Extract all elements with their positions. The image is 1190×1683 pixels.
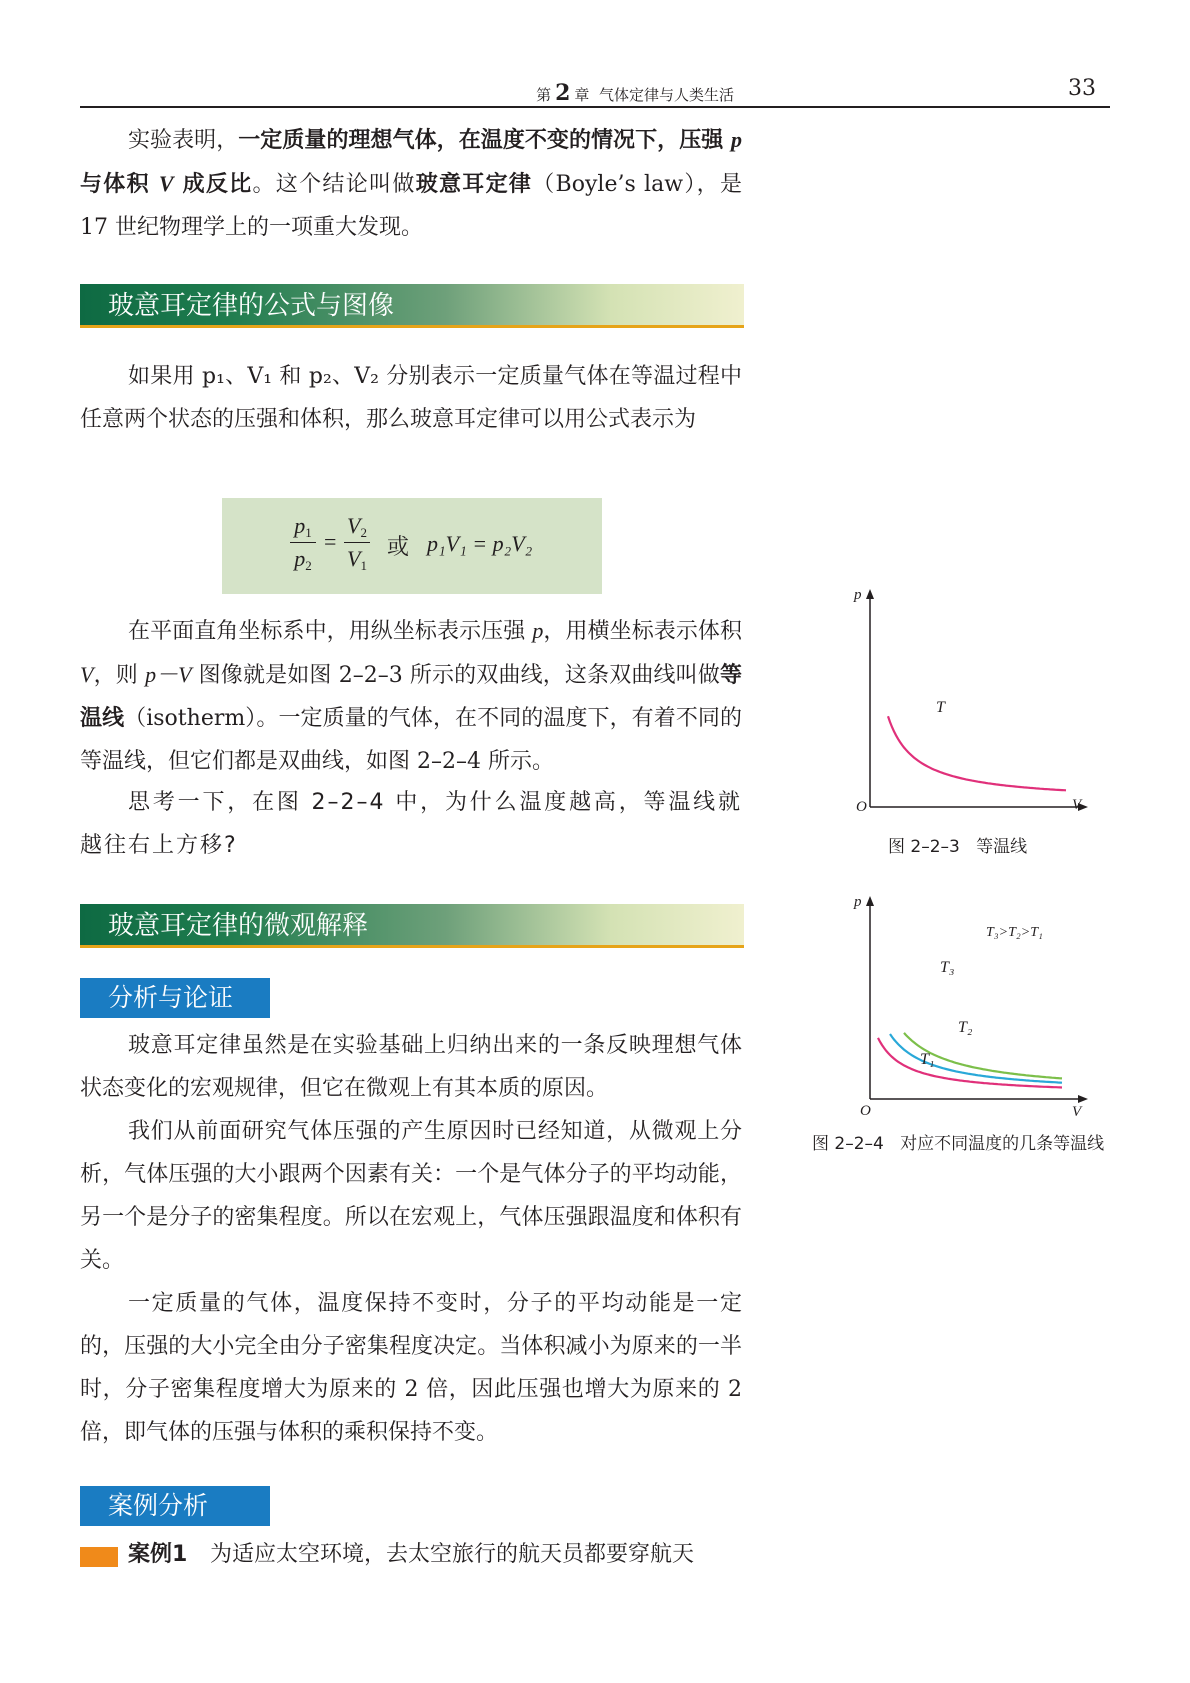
figure2-caption	[812, 1124, 1132, 1164]
curve-label-t3: T₃	[940, 959, 955, 976]
curve-label-t1: T₁	[920, 1051, 935, 1068]
origin-label: O	[856, 799, 867, 815]
analysis-paragraph-1: 玻意耳定律虽然是在实验基础上归纳出来的一条反映理想气体状态变化的宏观规律，但它在微观上有其本质的原因。	[80, 1033, 742, 1101]
intro-bold: 成反比	[173, 172, 253, 197]
intro-bold: 与体积	[80, 172, 159, 197]
case-marker	[80, 1547, 118, 1567]
text: ，用横坐标表示体积	[543, 619, 742, 644]
section-heading-formula: 玻意耳定律的公式与图像	[80, 284, 744, 328]
isotherm-paragraph	[80, 609, 742, 783]
page-header	[80, 70, 1110, 108]
caption-text: 等温线	[976, 837, 1028, 857]
case-label: 案例1	[128, 1542, 188, 1567]
fraction-numerator: V	[347, 513, 361, 538]
fraction-denominator: p	[294, 546, 306, 571]
intro-bold: 一定质量的理想气体，在温度不变的情况下，压强	[238, 128, 731, 153]
figure-isotherm	[840, 585, 1090, 820]
figure1-caption	[888, 832, 1027, 857]
chapter-name: 气体定律与人类生活	[598, 86, 734, 104]
var-v: V	[158, 171, 174, 196]
x-axis-label: V	[1072, 1104, 1082, 1117]
caption-number: 图 2–2–3	[888, 837, 960, 857]
caption-text: 对应不同温度的几条等温线	[900, 1134, 1105, 1154]
var-v: V	[80, 662, 94, 687]
fraction-numerator: p	[294, 513, 306, 538]
curve-label-t2: T₂	[958, 1019, 973, 1036]
analysis-paragraph-3: 一定质量的气体，温度保持不变时，分子的平均动能是一定的，压强的大小完全由分子密集程度决定。当体积减小为原来的一半时，分子密集程度增大为原来的 2 倍，因此压强也增大为原来的 2 倍，即气体的压强与体积的乘积保持不变。	[80, 1291, 742, 1445]
subscript: 1	[360, 558, 367, 573]
term-boyle-law: 玻意耳定律	[415, 172, 533, 197]
y-axis-label: p	[854, 587, 862, 603]
x-axis-label: V	[1072, 797, 1082, 813]
subhead-analysis: 分析与论证	[80, 978, 270, 1018]
page-number: 33	[1068, 76, 1096, 101]
text: ，则	[93, 663, 146, 688]
var-p: p	[532, 618, 544, 643]
formula-or: 或	[387, 535, 410, 560]
formula-box	[222, 498, 602, 594]
temperature-relation: T₃>T₂>T₁	[986, 925, 1043, 940]
chapter-number: 2	[555, 80, 571, 106]
subscript: 2	[360, 525, 367, 540]
fraction-v	[344, 512, 370, 573]
chapter-suffix: 章	[574, 86, 590, 104]
chapter-title	[536, 80, 734, 106]
intro-text: 实验表明，	[128, 128, 239, 153]
equals-sign: =	[324, 529, 337, 554]
var-pv: p－V	[145, 662, 192, 687]
subhead-case: 案例分析	[80, 1486, 270, 1526]
intro-text: 。这个结论叫做	[252, 172, 416, 197]
intro-paragraph	[80, 118, 742, 249]
subscript: 2	[305, 558, 312, 573]
curve-label-t: T	[936, 699, 945, 716]
chapter-prefix: 第	[536, 86, 552, 104]
subscript: 1	[305, 525, 312, 540]
text: （isotherm）。一定质量的气体，在不同的温度下，有着不同的等温线，但它们都是双曲线，如图 2–2–4 所示。	[80, 706, 742, 774]
figure-isotherms-multi	[840, 892, 1090, 1117]
think-question: 思考一下，在图 2–2–4 中，为什么温度越高，等温线就越往右上方移?	[80, 790, 742, 858]
term-isotherm: 等温线	[80, 663, 742, 731]
section-heading-micro: 玻意耳定律的微观解释	[80, 904, 744, 948]
y-axis-label: p	[854, 894, 862, 910]
text: 在平面直角坐标系中，用纵坐标表示压强	[128, 619, 533, 644]
case-text: 为适应太空环境，去太空旅行的航天员都要穿航天	[210, 1542, 695, 1567]
intro-text: （Boyle’s law），是 17 世纪物理学上的一项重大发现。	[80, 172, 742, 240]
analysis-paragraph-2: 我们从前面研究气体压强的产生原因时已经知道，从微观上分析，气体压强的大小跟两个因素有关：一个是气体分子的平均动能，另一个是分子的密集程度。所以在宏观上，气体压强跟温度和体积有关。	[80, 1119, 742, 1273]
formula-intro-paragraph: 如果用 p₁、V₁ 和 p₂、V₂ 分别表示一定质量气体在等温过程中任意两个状态的压强和体积，那么玻意耳定律可以用公式表示为	[80, 364, 742, 432]
fraction-p	[290, 512, 316, 573]
caption-number: 图 2–2–4	[812, 1134, 884, 1154]
fraction-denominator: V	[347, 546, 361, 571]
origin-label: O	[860, 1103, 871, 1117]
var-p: p	[731, 127, 742, 152]
text: 图像就是如图 2–2–3 所示的双曲线，这条双曲线叫做	[191, 663, 720, 688]
formula-product: p₁V₁ = p₂V₂	[427, 531, 533, 556]
